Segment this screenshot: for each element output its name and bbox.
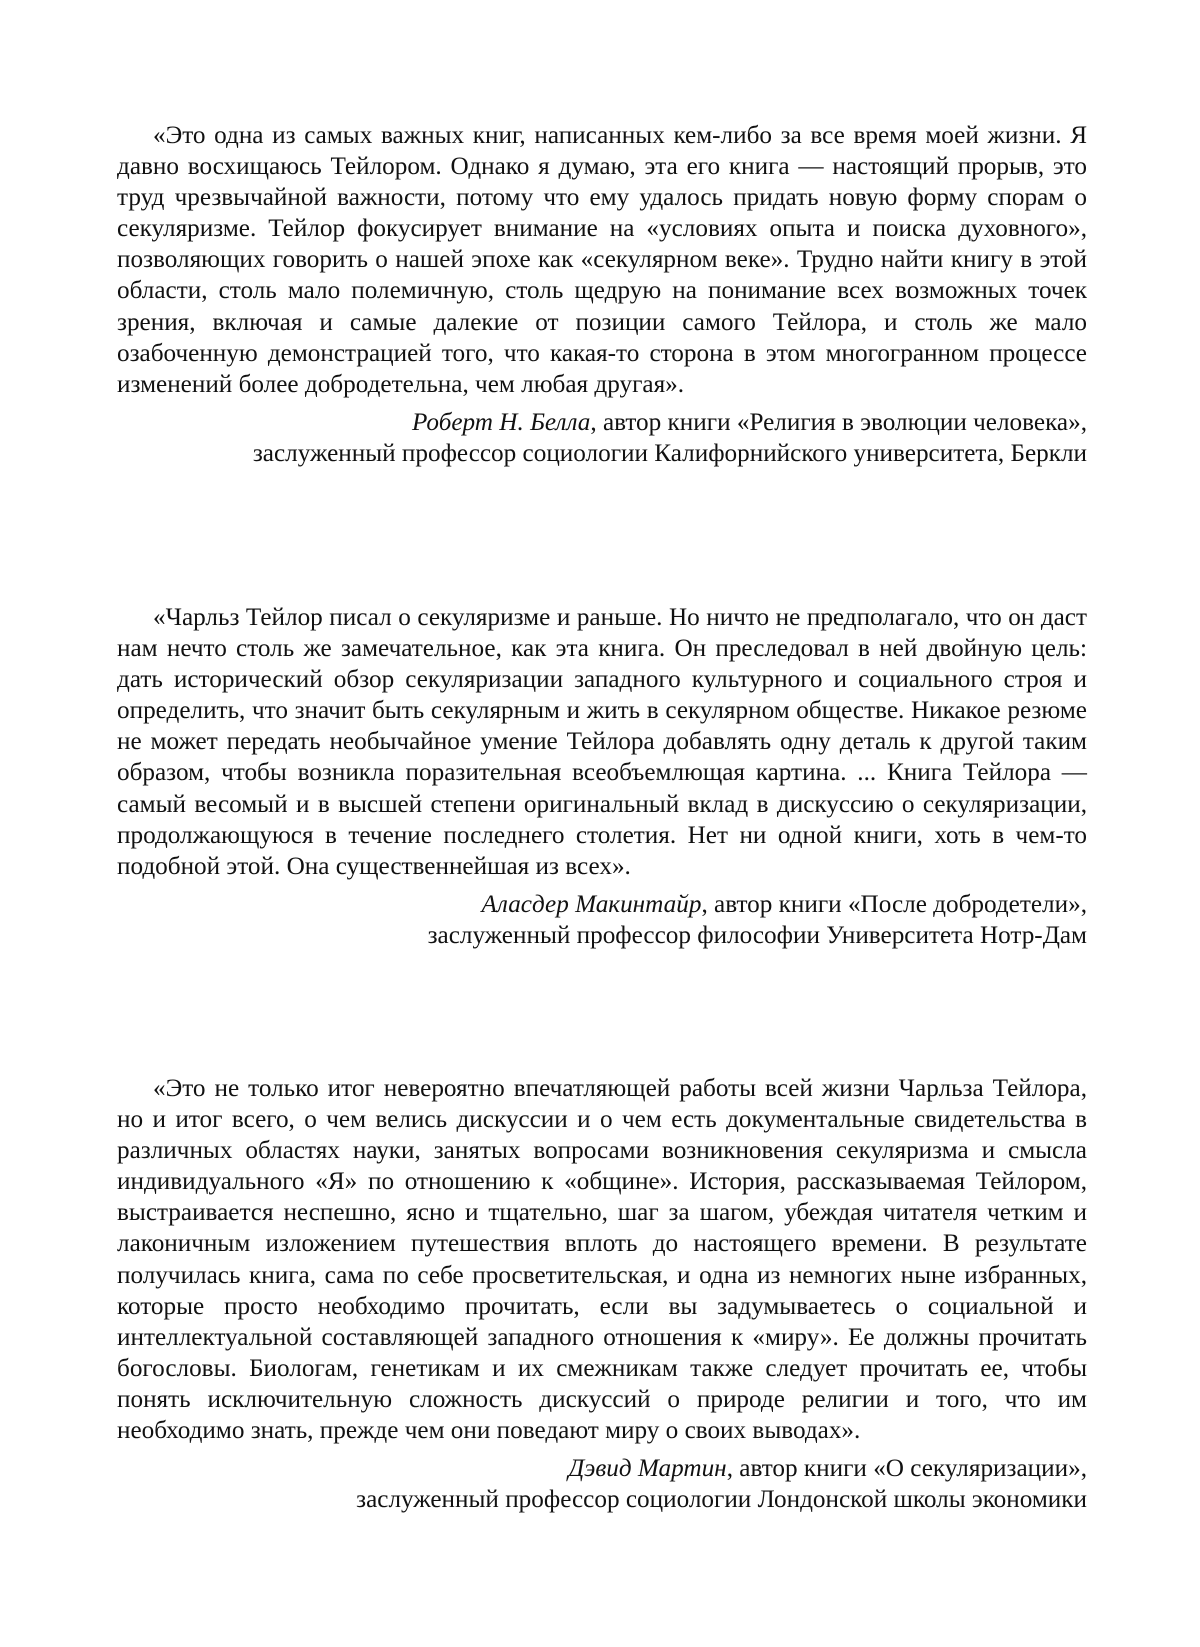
author-position: заслуженный профессор социологии Калифорнийского университета, Беркли xyxy=(252,439,1087,467)
endorsement-quote: «Это не только итог невероятно впечатляющей работы всей жизни Чарльза Тейлора, но и итог всего, о чем велись дискуссии и о чем есть документальные свидетельства в различных областях науки, занятых вопросами возникновения секуляризма и смысла индивидуального «Я» по отношению к «общине». История, рассказываемая Тейлором, выстраивается неспешно, ясно и тщательно, шаг за шагом, убеждая читателя четким и лаконичным изложением путешествия вплоть до настоящего времени. В результате получилась книга, сама по себе просветительская, и одна из немногих ныне избранных, которые просто необходимо прочитать, если вы задумываетесь о социальной и интеллектуальной составляющей западного отношения к «миру». Ее должны прочитать богословы. Биологам, генетикам и их смежникам также следует прочитать ее, чтобы понять исключительную сложность дискуссий о природе религии и того, что им необходимо знать, прежде чем они поведают миру о своих выводах». xyxy=(117,1075,1087,1445)
endorsement-quote: «Это одна из самых важных книг, написанных кем-либо за все время моей жизни. Я давно восхищаюсь Тейлором. Однако я думаю, эта его книга — настоящий прорыв, это труд чрезвычайной важности, потому что ему удалось придать новую форму спорам о секуляризме. Тейлор фокусирует внимание на «условиях опыта и поиска духовного», позволяющих говорить о нашей эпохе как «секулярном веке». Трудно найти книгу в этой области, столь мало полемичную, столь щедрую на понимание всех возможных точек зрения, включая и самые далекие от позиции самого Тейлора, и столь же мало озабоченную демонстрацией того, что какая-то сторона в этом многогранном процессе изменений более добродетельна, чем любая другая». xyxy=(117,122,1087,398)
endorsement-blurb xyxy=(117,1073,1087,1515)
author-book-credit: , автор книги «После добродетели», xyxy=(701,890,1087,918)
author-position: заслуженный профессор социологии Лондонской школы экономики xyxy=(356,1486,1087,1514)
endorsement-blurb xyxy=(117,120,1087,469)
endorsement-blurb xyxy=(117,602,1087,951)
endorsement-attribution xyxy=(117,407,1087,469)
author-book-credit: , автор книги «Религия в эволюции человека», xyxy=(590,408,1087,436)
author-name: Аласдер Макинтайр xyxy=(481,890,702,918)
attribution-line-1 xyxy=(117,889,1087,920)
author-name: Дэвид Мартин xyxy=(568,1455,727,1483)
author-position: заслуженный профессор философии Университета Нотр-Дам xyxy=(427,921,1087,949)
author-name: Роберт Н. Белла xyxy=(411,408,591,436)
attribution-line-1 xyxy=(117,1453,1087,1484)
endorsement-quote: «Чарльз Тейлор писал о секуляризме и раньше. Но ничто не предполагало, что он даст нам нечто столь же замечательное, как эта книга. Он преследовал в ней двойную цель: дать исторический обзор секуляризации западного культурного и социального строя и определить, что значит быть секулярным и жить в секулярном обществе. Никакое резюме не может передать необычайное умение Тейлора добавлять одну деталь к другой таким образом, чтобы возникла поразительная всеобъемлющая картина. ... Книга Тейлора — самый весомый и в высшей степени оригинальный вклад в дискуссию о секуляризации, продолжающуюся в течение последнего столетия. Нет ни одной книги, хоть в чем-то подобной этой. Она существеннейшая из всех». xyxy=(117,604,1087,880)
endorsement-attribution xyxy=(117,1453,1087,1515)
endorsement-attribution xyxy=(117,889,1087,951)
attribution-line-1 xyxy=(117,407,1087,438)
author-book-credit: , автор книги «О секуляризации», xyxy=(726,1455,1087,1483)
